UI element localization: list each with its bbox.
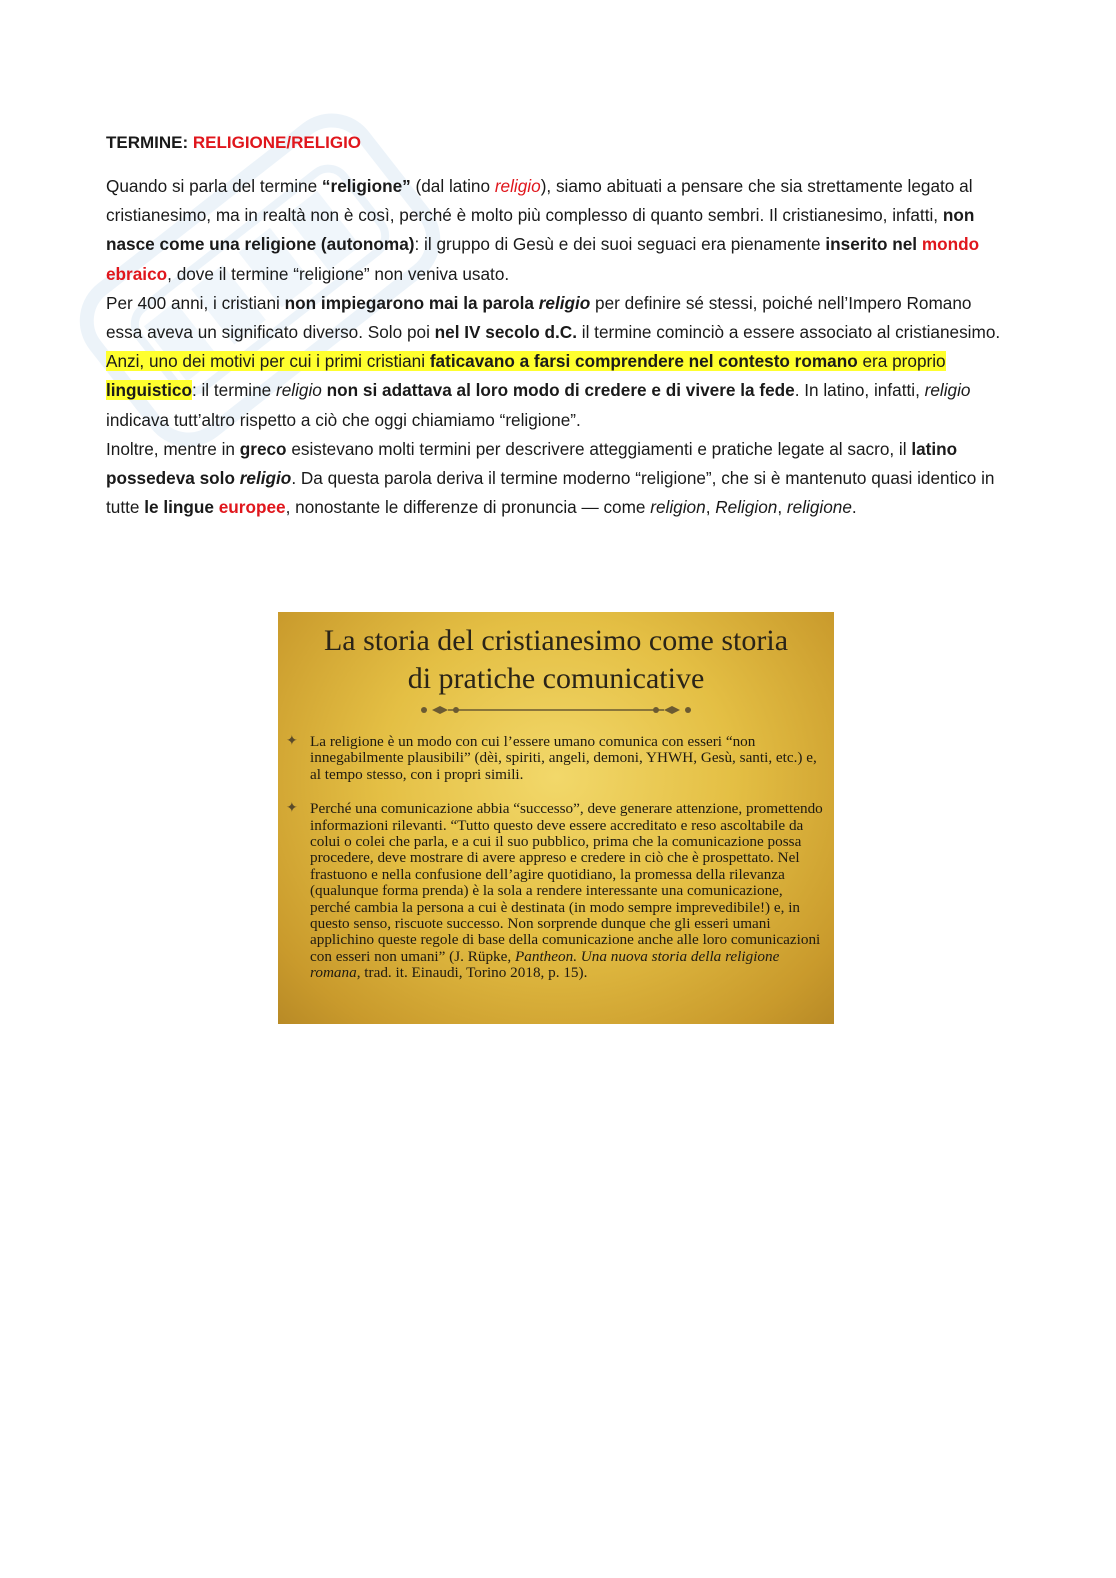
slide-title-line-2: di pratiche comunicative (407, 662, 705, 695)
title-prefix: TERMINE: (106, 133, 193, 152)
slide-bullet-text: La religione è un modo con cui l’essere umano comunica con esseri “non innegabilmente plausibili” (dèi, spiriti, angeli, demoni, YHWH, Gesù, santi, etc.) e, al tempo stesso, con i propri simili. (310, 733, 817, 783)
ornament-divider-icon (418, 702, 694, 718)
slide-bullet-item (286, 801, 826, 981)
star-bullet-icon: ✦ (286, 801, 298, 817)
slide-image (278, 612, 834, 1024)
slide-bullet-text: Perché una comunicazione abbia “successo”, deve generare attenzione, promettendo informazioni rilevanti. “Tutto questo deve essere accreditato e reso ascoltabile da colui o colei che parla, e a cui il suo pubblico, prima che la comunicazione possa procedere, deve mostrare di avere appreso e credere in ciò che è prospettato. Nel frastuono e nella confusione dell’agire quotidiano, la promessa della rilevanza (qualunque forma prenda) è la sola a rendere interessante una comunicazione, perché cambia la persona a cui è destinata (in modo sempre imprevedibile!) e, in questo senso, riscuote successo. Non sorprende dunque che gli esseri umani applichino queste regole di base della comunicazione anche alle loro comunicazioni con esseri non umani” (J. Rüpke, Pantheon. Una nuova storia della religione romana, trad. it. Einaudi, Torino 2018, p. 15). (310, 800, 823, 982)
star-bullet-icon: ✦ (286, 734, 298, 749)
title-term: RELIGIONE/RELIGIO (192, 133, 362, 152)
slide-title-line-1: La storia del cristianesimo come storia (323, 624, 789, 657)
paragraph-1: Quando si parla del termine “religione” (dal latino religio), siamo abituati a pensare che sia strettamente legato al cristianesimo, ma in realtà non è così, perché è molto più complesso di quanto sembri. Il cristianesimo, infatti, non nasce come una religione (autonoma): il gruppo di Gesù e dei suoi seguaci era pienamente inserito nel mondo ebraico, dove il termine “religione” non veniva usato. (106, 176, 980, 284)
paragraph-4: Inoltre, mentre in greco esistevano molti termini per descrivere atteggiamenti e pratiche legate al sacro, il latino possedeva solo religio. Da questa parola deriva il termine moderno “religione”, che si è mantenuto quasi identico in tutte le lingue europee, nonostante le differenze di pronuncia — come religion, Religion, religione. (106, 438, 995, 518)
slide-bullet-list (286, 734, 826, 1000)
paragraph-2: Per 400 anni, i cristiani non impiegarono mai la parola religio per definire sé stessi, poiché nell’Impero Romano essa aveva un significato diverso. Solo poi nel IV secolo d.C. il termine cominciò a essere associato al cristianesimo. (106, 292, 1001, 343)
page-title (106, 128, 1006, 158)
slide-bullet-item (286, 734, 826, 783)
slide-title (278, 622, 834, 698)
document-body (106, 128, 1006, 522)
paragraph-3: Anzi, uno dei motivi per cui i primi cristiani faticavano a farsi comprendere nel contesto romano era proprio linguistico: il termine religio non si adattava al loro modo di credere e di vivere la fede. In latino, infatti, religio indicava tutt’altro rispetto a ciò che oggi chiamiamo “religione”. (106, 351, 971, 430)
